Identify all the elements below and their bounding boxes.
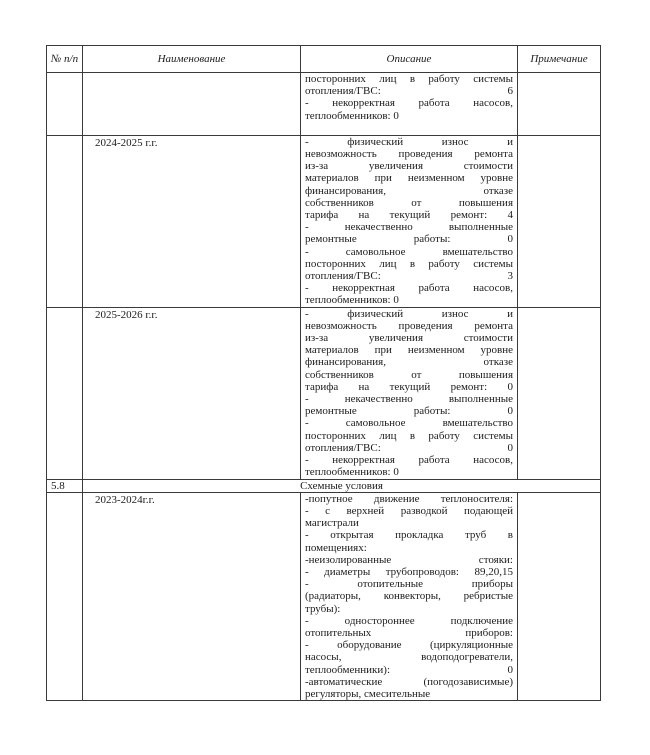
header-note: Примечание (518, 46, 601, 73)
description-cell (301, 492, 518, 700)
description-line: отопления/ГВС: 6 (305, 85, 513, 98)
table-row (47, 73, 601, 136)
description-line: -попутное движение теплоносителя: (305, 492, 513, 505)
description-line: - самовольное вмешательство (305, 417, 513, 430)
table-row (47, 307, 601, 479)
description-line: собственников от повышения (305, 196, 513, 209)
description-line: финансирования, отказе (305, 184, 513, 197)
description-line: -автоматические (погодозависимые) (305, 675, 513, 688)
description-line: (радиаторы, конвекторы, ребристые (305, 590, 513, 603)
description-cell (301, 73, 518, 136)
description-line: - с верхней разводкой подающей (305, 504, 513, 517)
description-line: - одностороннее подключение (305, 614, 513, 627)
description-line: насосы, водоподогреватели, (305, 651, 513, 664)
description-line: материалов при неизменном уровне (305, 344, 513, 357)
description-cell (301, 135, 518, 307)
note-cell (518, 135, 601, 307)
description-cell (301, 307, 518, 479)
number-cell (47, 135, 83, 307)
number-cell (47, 73, 83, 136)
description-line: ремонтные работы: 0 (305, 233, 513, 246)
note-cell (518, 73, 601, 136)
description-line: отопления/ГВС: 0 (305, 441, 513, 454)
description-line: - отопительные приборы (305, 578, 513, 591)
number-cell (47, 307, 83, 479)
description-line: невозможность проведения ремонта (305, 148, 513, 161)
description-line: - некорректная работа насосов, (305, 97, 513, 110)
description-line: - некачественно выполненные (305, 221, 513, 234)
description-line: - физический износ и (305, 135, 513, 148)
table-row (47, 135, 601, 307)
description-line: посторонних лиц в работу системы (305, 257, 513, 270)
description-line: отопления/ГВС: 3 (305, 270, 513, 283)
description-line: магистрали (305, 517, 359, 530)
name-cell: 2024-2025 г.г. (83, 135, 301, 307)
header-num-text: № п/п (50, 53, 79, 65)
document-table (46, 45, 601, 701)
description-line: - открытая прокладка труб в (305, 529, 513, 542)
note-cell (518, 307, 601, 479)
description-line: теплообменников: 0 (305, 466, 399, 479)
section-number: 5.8 (47, 479, 83, 492)
number-cell (47, 492, 83, 700)
description-line: посторонних лиц в работу системы (305, 73, 513, 85)
description-line: тарифа на текущий ремонт: 4 (305, 209, 513, 222)
note-cell (518, 492, 601, 700)
description-line: - самовольное вмешательство (305, 245, 513, 258)
description-line: отопительных приборов: (305, 626, 513, 639)
description-line: - некачественно выполненные (305, 393, 513, 406)
name-cell: 2025-2026 г.г. (83, 307, 301, 479)
header-name: Наименование (83, 46, 301, 73)
description-line: - физический износ и (305, 307, 513, 320)
description-line: теплообменников: 0 (305, 109, 399, 122)
section-row (47, 479, 601, 492)
section-title: Схемные условия (83, 479, 601, 492)
description-line: - оборудование (циркуляционные (305, 639, 513, 652)
name-cell: 2023-2024г.г. (83, 492, 301, 700)
header-row (47, 46, 601, 73)
description-line: из-за увеличения стоимости (305, 332, 513, 345)
description-line: из-за увеличения стоимости (305, 160, 513, 173)
description-line: - некорректная работа насосов, (305, 454, 513, 467)
description-line: невозможность проведения ремонта (305, 319, 513, 332)
description-line: тарифа на текущий ремонт: 0 (305, 380, 513, 393)
description-line: посторонних лиц в работу системы (305, 429, 513, 442)
description-line: -неизолированные стояки: (305, 553, 513, 566)
header-desc: Описание (301, 46, 518, 73)
description-line: материалов при неизменном уровне (305, 172, 513, 185)
description-line: трубы): (305, 602, 341, 615)
description-line: собственников от повышения (305, 368, 513, 381)
table-row (47, 492, 601, 700)
description-line: ремонтные работы: 0 (305, 405, 513, 418)
description-line: - некорректная работа насосов, (305, 282, 513, 295)
description-line: финансирования, отказе (305, 356, 513, 369)
description-line: теплообменники): 0 (305, 663, 513, 676)
description-line: - диаметры трубопроводов: 89,20,15 (305, 565, 513, 578)
name-cell (83, 73, 301, 136)
description-line: регуляторы, смесительные (305, 687, 431, 700)
description-line: теплообменников: 0 (305, 294, 399, 307)
description-line: помещениях: (305, 541, 367, 554)
header-num (47, 46, 83, 73)
